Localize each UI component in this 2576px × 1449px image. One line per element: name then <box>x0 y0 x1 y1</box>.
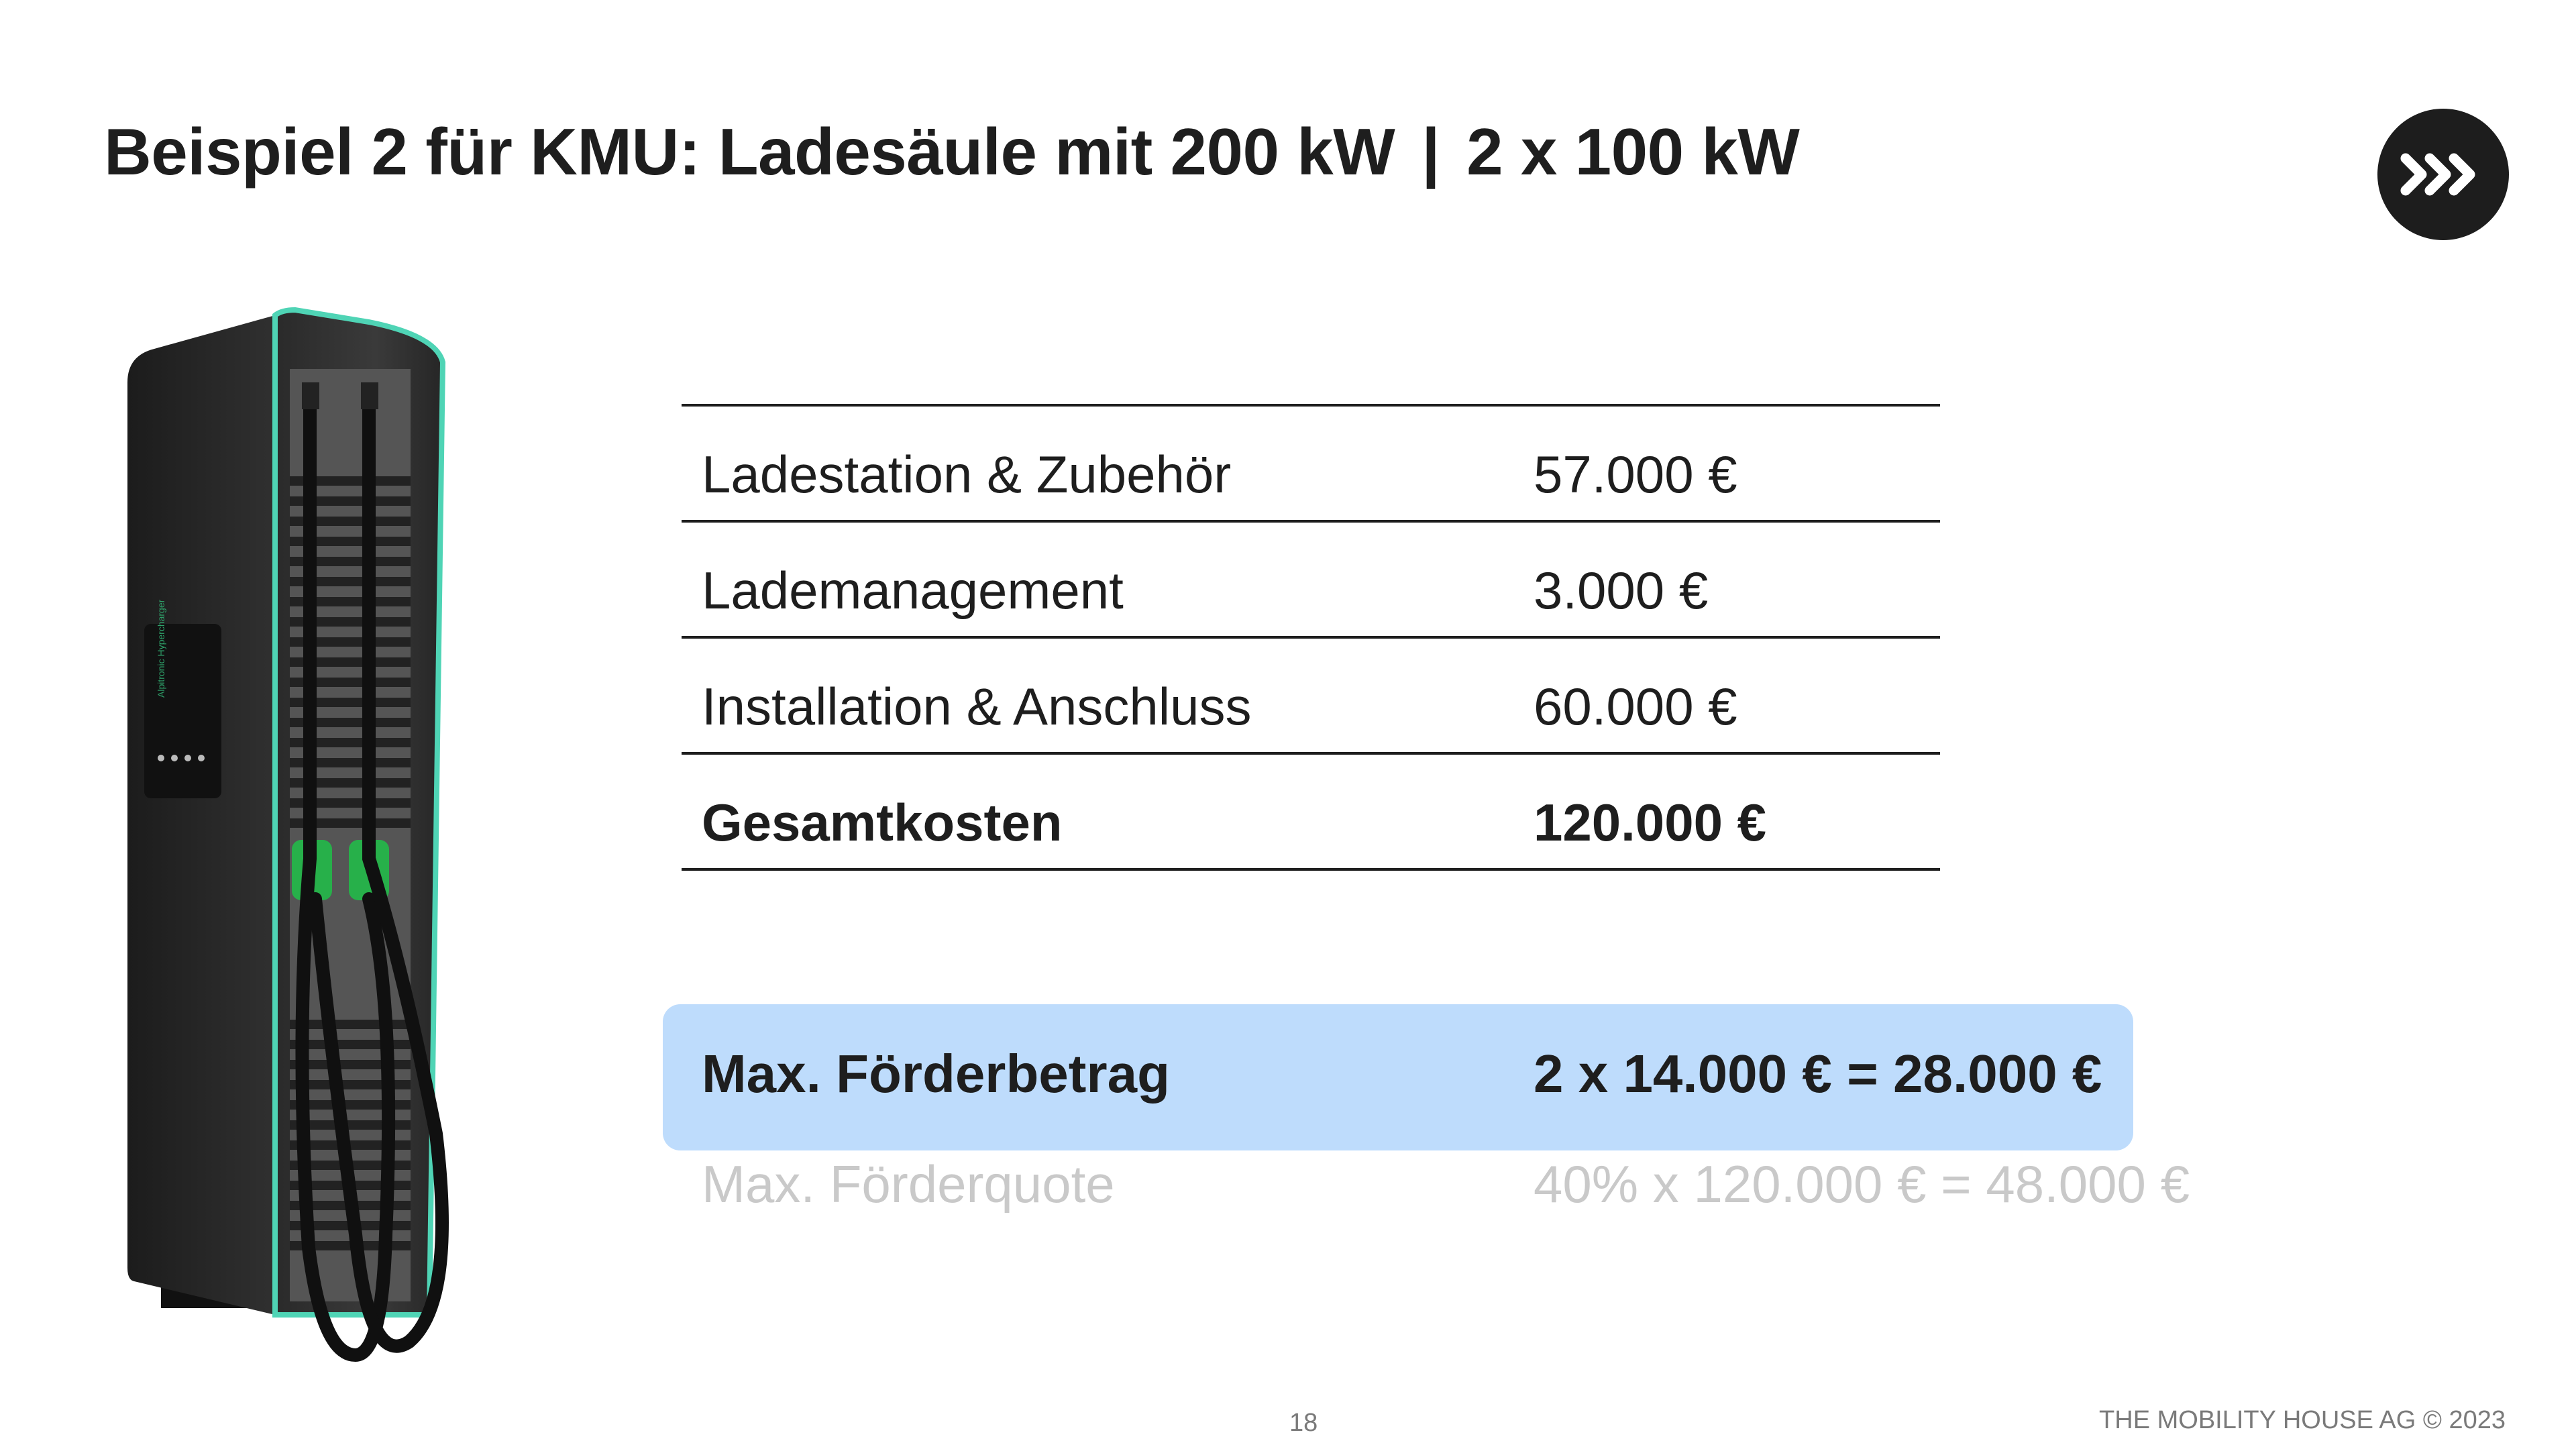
cost-table <box>682 404 1940 871</box>
page-title <box>104 114 1799 190</box>
funding-amount-value: 2 x 14.000 € = 28.000 € <box>1534 1044 2102 1104</box>
title-separator: | <box>1421 115 1440 189</box>
table-row <box>682 523 1940 639</box>
triple-chevron-right-icon <box>2377 109 2509 240</box>
cost-value: 57.000 € <box>1534 445 1737 504</box>
cost-label: Ladestation & Zubehör <box>702 445 1232 504</box>
cost-label: Lademanagement <box>702 561 1124 620</box>
copyright-text: THE MOBILITY HOUSE AG © 2023 <box>2099 1406 2506 1434</box>
table-row-total <box>682 755 1940 871</box>
cost-value: 60.000 € <box>1534 677 1737 736</box>
total-label: Gesamtkosten <box>702 793 1063 852</box>
funding-quote-label: Max. Förderquote <box>702 1155 1115 1214</box>
funding-amount-highlight <box>663 1004 2133 1150</box>
brand-text: Alpitronic Hypercharger <box>156 599 166 698</box>
table-row <box>682 407 1940 523</box>
funding-quote-value: 40% x 120.000 € = 48.000 € <box>1534 1155 2190 1214</box>
page-number: 18 <box>1289 1409 1318 1437</box>
cost-value: 3.000 € <box>1534 561 1709 620</box>
charger-station-image <box>114 295 517 1395</box>
total-value: 120.000 € <box>1534 793 1767 852</box>
title-main: Beispiel 2 für KMU: Ladesäule mit 200 kW <box>104 115 1395 189</box>
cost-label: Installation & Anschluss <box>702 677 1252 736</box>
brand-logo <box>2377 109 2509 240</box>
title-secondary: 2 x 100 kW <box>1466 115 1800 189</box>
funding-amount-label: Max. Förderbetrag <box>702 1044 1170 1104</box>
table-row <box>682 639 1940 755</box>
